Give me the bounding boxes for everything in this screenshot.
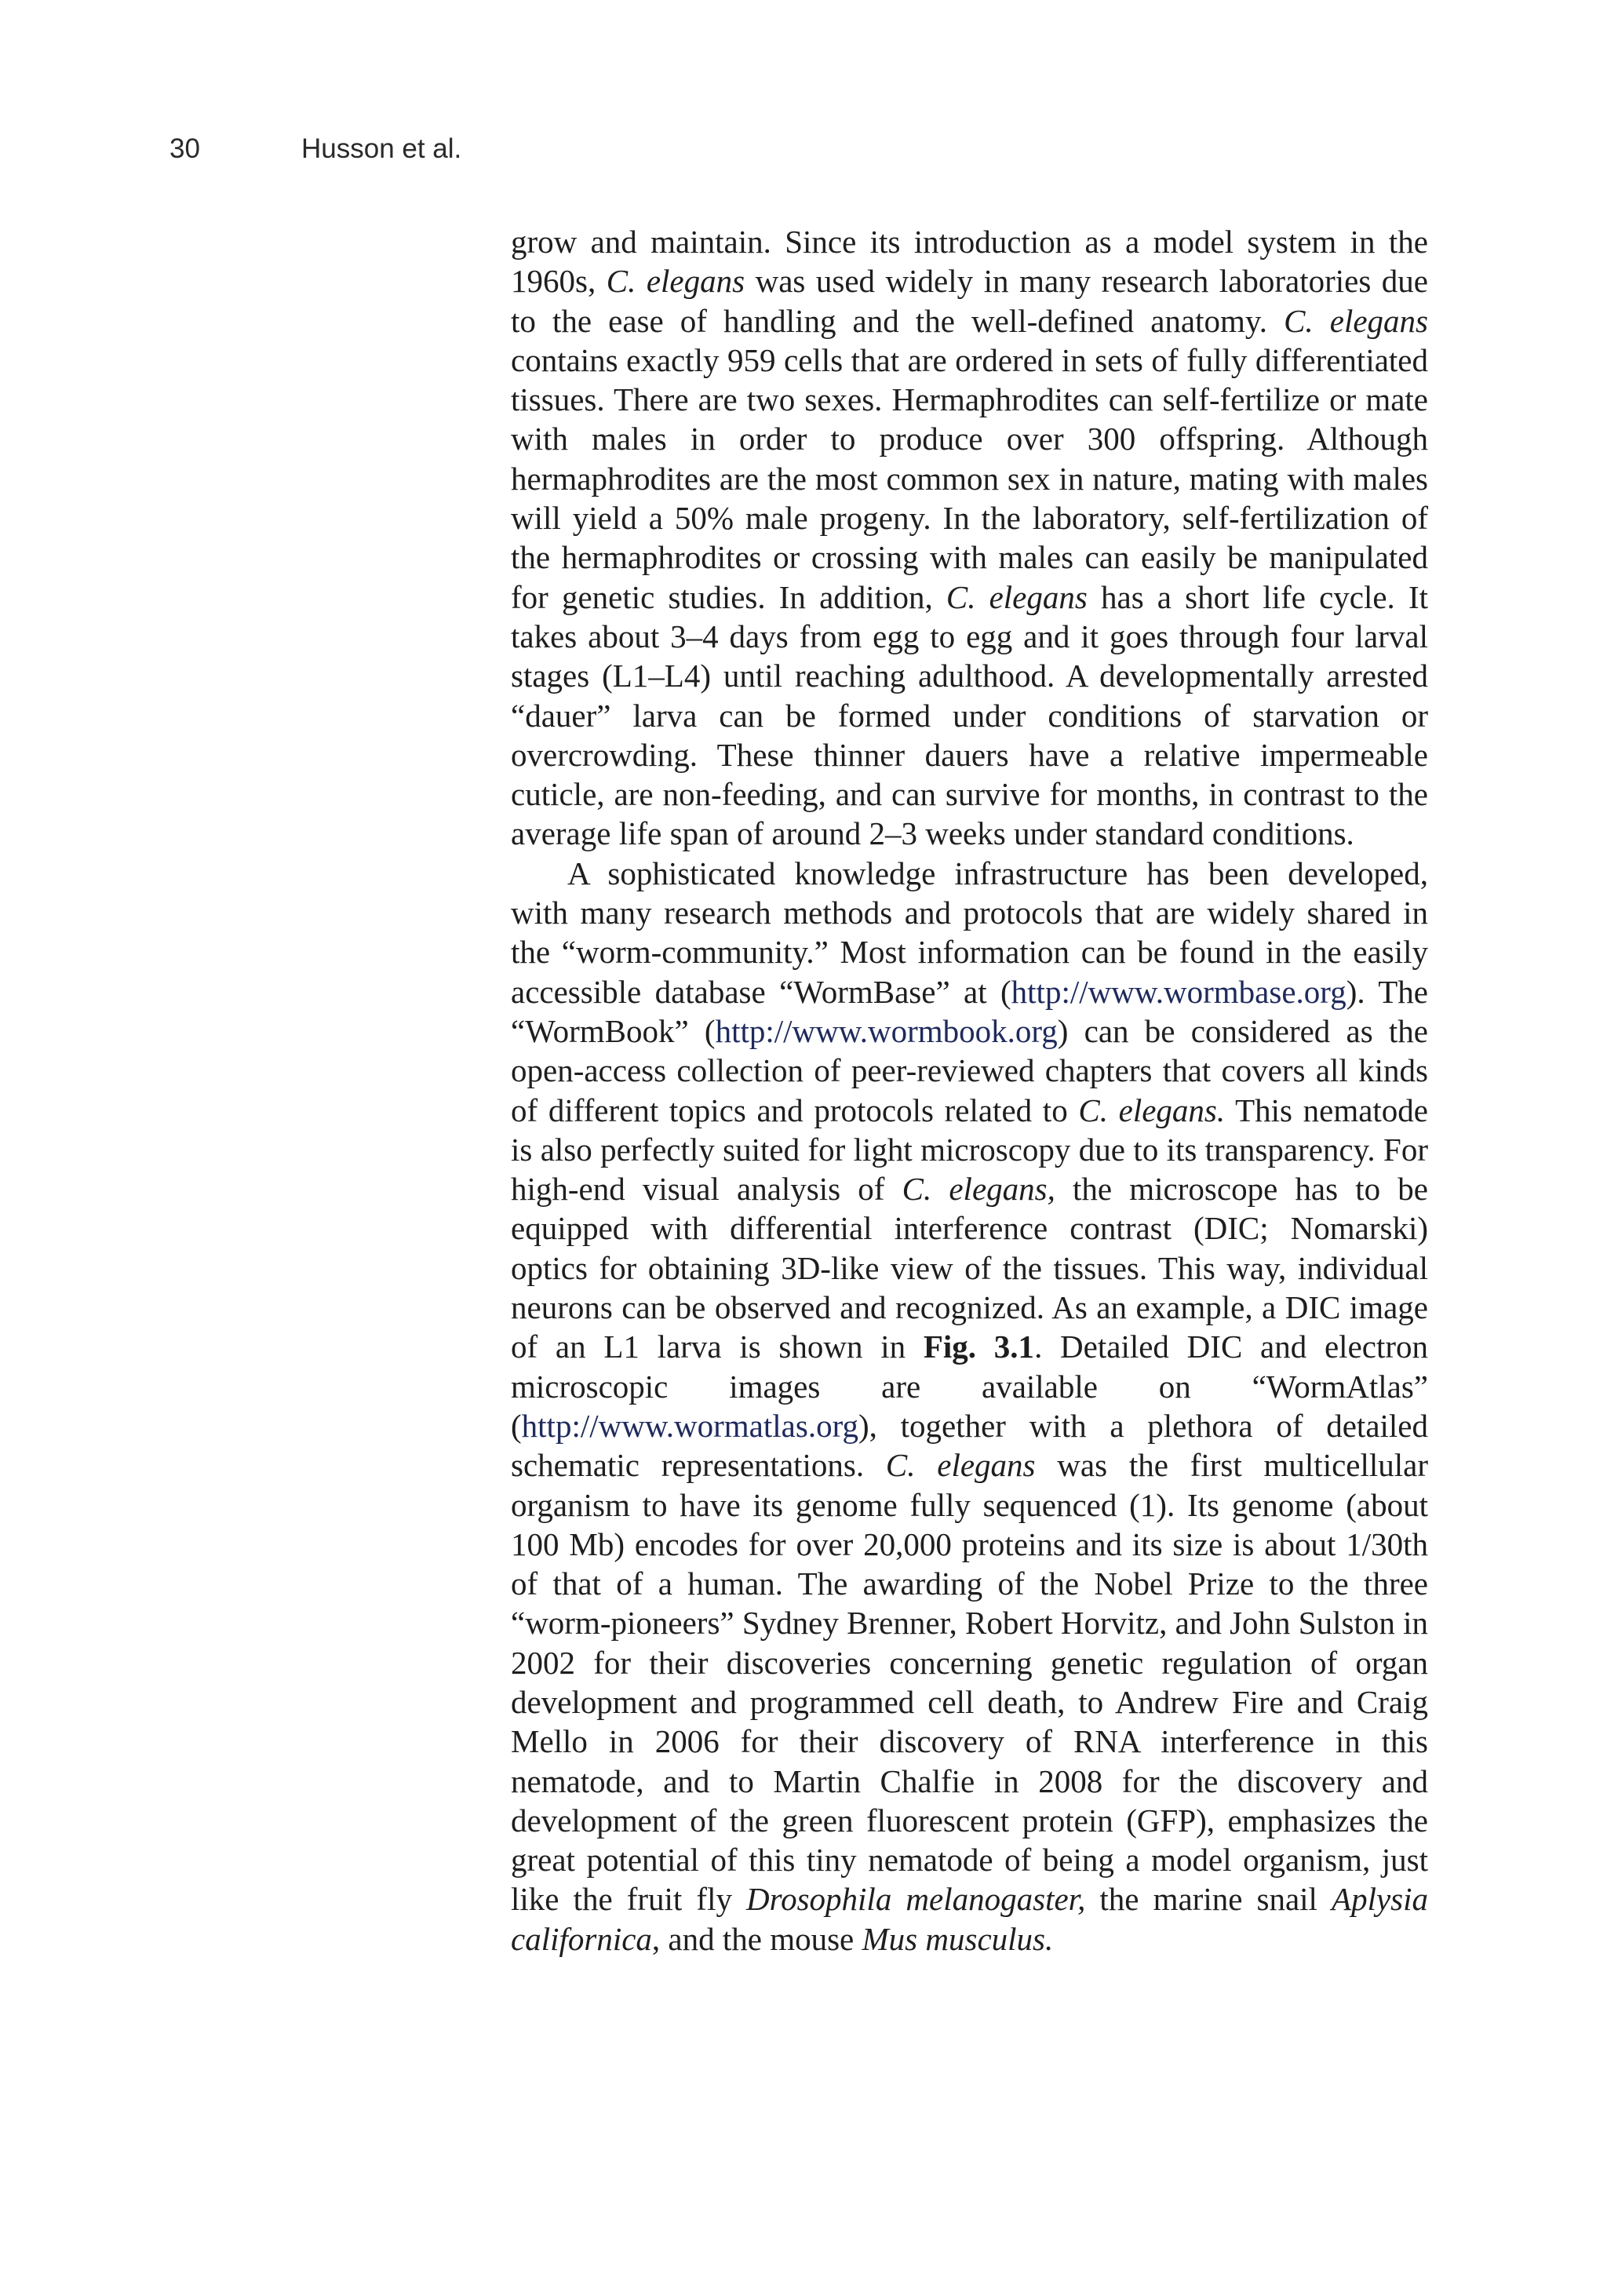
species-name: C. elegans <box>606 263 745 300</box>
text-run: the microscope has to be equipped with differential interference contrast (DIC; Nomarski) optics for obtaining 3D-like view of the tissues. This way, individual neurons can be observed and recognized. As an example, a DIC image of an L1 larva is shown in <box>511 1171 1429 1365</box>
wormbook-link[interactable]: http://www.wormbook.org <box>715 1012 1058 1049</box>
paragraph-2 <box>511 854 1428 1959</box>
text-run: was used widely in many research laboratories due to the ease of handling and the well-defined anatomy. <box>511 263 1428 339</box>
species-name: C. elegans <box>1284 302 1428 339</box>
text-run: , and the mouse <box>651 1920 862 1957</box>
text-run: grow and maintain. Since its introduction as a model system in the 1960s, <box>511 224 1428 300</box>
text-run: has a short life cycle. It takes about 3–4 days from egg to egg and it goes through four larval stages (L1–L4) until reaching adulthood. A developmentally arrested “dauer” larva can be formed under conditions of starvation or overcrowding. These thinner dauers have a relative impermeable cuticle, are non-feeding, and can survive for months, in contrast to the average life span of around 2–3 weeks under standard conditions. <box>511 578 1428 852</box>
species-name: C. elegans, <box>902 1171 1055 1208</box>
running-head-authors: Husson et al. <box>301 133 462 164</box>
species-name: C. elegans <box>885 1447 1036 1484</box>
species-name: C. elegans. <box>1078 1092 1226 1128</box>
text-run: the marine snail <box>1085 1881 1332 1918</box>
body-text <box>511 222 1428 1959</box>
text-run: ). The “WormBook” ( <box>511 973 1428 1049</box>
page-number: 30 <box>169 133 200 164</box>
text-run: was the first multicellular organism to have its genome fully sequenced (1). Its genome (about 100 Mb) encodes for over 20,000 proteins and its size is about 1/30th of that of a human. The awarding of the Nobel Prize to the three “worm-pioneers” Sydney Brenner, Robert Horvitz, and John Sulston in 2002 for their discoveries concerning genetic regulation of organ development and programmed cell death, to Andrew Fire and Craig Mello in 2006 for their discovery of RNA interference in this nematode, and to Martin Chalfie in 2008 for the discovery and development of the green fluorescent protein (GFP), emphasizes the great potential of this tiny nematode of being a model organism, just like the fruit fly <box>511 1447 1429 1918</box>
text-run: contains exactly 959 cells that are ordered in sets of fully differentiated tissues. There are two sexes. Hermaphrodites can self-fertilize or mate with males in order to produce over 300 offspring. Although hermaphrodites are the most common sex in nature, mating with males will yield a 50% male progeny. In the laboratory, self-fertilization of the hermaphrodites or crossing with males can easily be manipulated for genetic studies. In addition, <box>511 341 1428 615</box>
text-run: . Detailed DIC and electron microscopic images are available on “WormAtlas” ( <box>511 1328 1429 1444</box>
wormatlas-link[interactable]: http://www.wormatlas.org <box>521 1407 858 1444</box>
species-name: Mus musculus. <box>862 1920 1054 1957</box>
wormbase-link[interactable]: http://www.wormbase.org <box>1011 973 1346 1010</box>
text-run: This nematode is also perfectly suited for light microscopy due to its transparency. For high-end visual analysis of <box>511 1092 1429 1208</box>
running-head <box>169 132 461 166</box>
text-run: A sophisticated knowledge infrastructure has been developed, with many research methods and protocols that are widely shared in the “worm-community.” Most information can be found in the easily accessible database “WormBase” at ( <box>511 855 1428 1010</box>
text-run: ) can be considered as the open-access collection of peer-reviewed chapters that covers all kinds of different topics and protocols related to <box>511 1012 1428 1128</box>
species-name: Drosophila melanogaster, <box>746 1881 1086 1918</box>
figure-reference[interactable]: Fig. 3.1 <box>923 1328 1035 1365</box>
paragraph-1 <box>511 222 1428 854</box>
species-name: C. elegans <box>946 578 1088 615</box>
species-name: Aplysia californica <box>511 1881 1429 1957</box>
text-run: ), together with a plethora of detailed schematic representations. <box>511 1407 1428 1484</box>
